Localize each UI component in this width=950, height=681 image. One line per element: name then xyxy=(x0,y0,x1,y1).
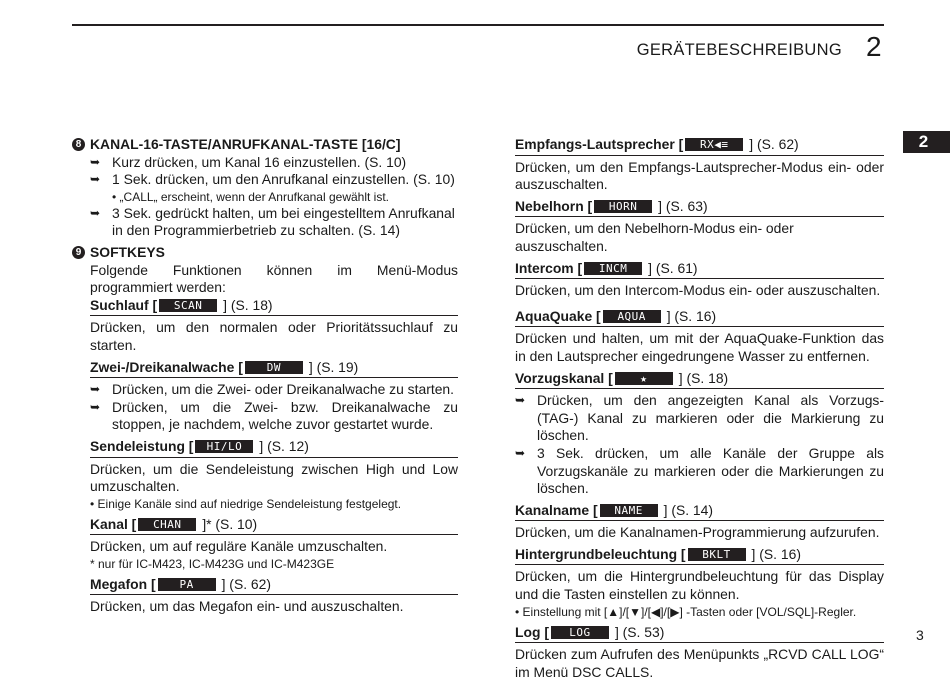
log-text: Drücken zum Aufrufen des Menüpunkts „RCVD CALL LOG“ im Menü DSC CALLS. xyxy=(515,646,884,680)
bklt-note: • Einstellung mit [▲]/[▼]/[◀]/[▶] -Tasten oder [VOL/SQL]-Regler. xyxy=(515,604,857,619)
chan-key: CHAN xyxy=(138,518,196,531)
list-item: ➥ Kurz drücken, um Kanal 16 einzustellen. (S. 10) xyxy=(90,153,407,170)
right-column xyxy=(515,136,884,681)
page-number: 3 xyxy=(916,627,924,643)
star-icon: ★ xyxy=(615,372,673,385)
fav-heading: Vorzugskanal [ ★ ] (S. 18) xyxy=(515,370,884,390)
list-item: ➥ Drücken, um die Zwei- bzw. Dreikanalwache zu stoppen, je nachdem, welche zuvor gestartet wurde. xyxy=(90,398,458,433)
left-column xyxy=(72,136,458,616)
section-9-intro: Folgende Funktionen können im Menü-Modus programmiert werden: xyxy=(90,261,458,296)
chapter-title: GERÄTEBESCHREIBUNG xyxy=(636,41,842,59)
dw-heading: Zwei-/Dreikanalwache [ DW ] (S. 19) xyxy=(90,359,458,379)
aqua-heading: AquaQuake [ AQUA ] (S. 16) xyxy=(515,308,884,328)
name-heading: Kanalname [ NAME ] (S. 14) xyxy=(515,502,884,522)
list-item: ➥ 1 Sek. drücken, um den Anrufkanal einzustellen. (S. 10) xyxy=(90,171,455,188)
incm-text: Drücken, um den Intercom-Modus ein- oder auszuschalten. xyxy=(515,282,881,299)
list-item: ➥ 3 Sek. gedrückt halten, um bei eingestelltem Anrufkanal in den Programmierbetrieb zu schalten. (S. 14) xyxy=(90,204,455,239)
chan-heading: Kanal [ CHAN ]* (S. 10) xyxy=(90,516,458,536)
note: • „CALL„ erscheint, wenn der Anrufkanal gewählt ist. xyxy=(112,189,390,204)
arrow-icon: ➥ xyxy=(515,393,526,408)
hilo-note: • Einige Kanäle sind auf niedrige Sendeleistung festgelegt. xyxy=(90,496,402,511)
chan-text: Drücken, um auf reguläre Kanäle umzuschalten. xyxy=(90,538,388,555)
list-item: ➥ Drücken, um den angezeigten Kanal als Vorzugs- (TAG-) Kanal zu markieren oder die Markierung zu löschen. xyxy=(515,392,884,444)
section-9-title: SOFTKEYS xyxy=(90,243,165,260)
aqua-key: AQUA xyxy=(603,310,661,323)
number-9-badge: 9 xyxy=(72,246,85,259)
list-item: ➥ 3 Sek. drücken, um alle Kanäle der Gruppe als Vorzugskanäle zu markieren oder die Markierungen zu löschen. xyxy=(515,444,884,497)
chapter-tab: 2 xyxy=(903,131,950,153)
arrow-icon: ➥ xyxy=(90,382,101,397)
hilo-key: HI/LO xyxy=(195,440,253,453)
chapter-number: 2 xyxy=(866,31,882,62)
incm-heading: Intercom [ INCM ] (S. 61) xyxy=(515,260,884,280)
arrow-icon: ➥ xyxy=(90,399,101,414)
aqua-text: Drücken und halten, um mit der AquaQuake-Funktion das in den Lautsprecher eingedrungene Wasser zu entfernen. xyxy=(515,330,884,364)
dw-key: DW xyxy=(245,361,303,374)
bklt-text: Drücken, um die Hintergrundbeleuchtung für das Display und die Tasten einstellen zu können. xyxy=(515,568,884,603)
rx-text: Drücken, um den Empfangs-Lautsprecher-Modus ein- oder auszuschalten. xyxy=(515,158,884,193)
rx-key: RX◀≡ xyxy=(685,138,743,151)
scan-text: Drücken, um den normalen oder Prioritätssuchlauf zu starten. xyxy=(90,319,458,353)
header-rule xyxy=(72,24,884,26)
hilo-text: Drücken, um die Sendeleistung zwischen High und Low umzuschalten. xyxy=(90,460,458,495)
pa-heading: Megafon [ PA ] (S. 62) xyxy=(90,576,458,596)
horn-key: HORN xyxy=(594,200,652,213)
number-8-badge: 8 xyxy=(72,138,85,151)
arrow-icon: ➥ xyxy=(90,154,101,169)
arrow-icon: ➥ xyxy=(515,445,526,460)
pa-key: PA xyxy=(158,578,216,591)
log-heading: Log [ LOG ] (S. 53) xyxy=(515,624,884,644)
incm-key: INCM xyxy=(584,262,642,275)
horn-heading: Nebelhorn [ HORN ] (S. 63) xyxy=(515,198,884,218)
scan-heading: Suchlauf [ SCAN ] (S. 18) xyxy=(90,297,458,317)
chan-note: * nur für IC-M423, IC-M423G und IC-M423GE xyxy=(90,556,335,571)
hilo-heading: Sendeleistung [ HI/LO ] (S. 12) xyxy=(90,438,458,458)
name-text: Drücken, um die Kanalnamen-Programmierung aufzurufen. xyxy=(515,524,880,541)
name-key: NAME xyxy=(600,504,658,517)
section-8-heading xyxy=(72,136,458,154)
horn-text: Drücken, um den Nebelhorn-Modus ein- oder auszuschalten. xyxy=(515,220,794,254)
rx-heading: Empfangs-Lautsprecher [ RX◀≡ ] (S. 62) xyxy=(515,136,884,156)
section-9-heading xyxy=(72,244,458,262)
bklt-heading: Hintergrundbeleuchtung [ BKLT ] (S. 16) xyxy=(515,546,884,566)
arrow-icon: ➥ xyxy=(90,205,101,220)
section-8-title: KANAL-16-TASTE/ANRUFKANAL-TASTE [16/C] xyxy=(90,136,401,152)
arrow-icon: ➥ xyxy=(90,172,101,187)
log-key: LOG xyxy=(551,626,609,639)
list-item: ➥ Drücken, um die Zwei- oder Dreikanalwache zu starten. xyxy=(90,381,455,398)
bklt-key: BKLT xyxy=(688,548,746,561)
pa-text: Drücken, um das Megafon ein- und auszuschalten. xyxy=(90,598,404,615)
scan-key: SCAN xyxy=(159,299,217,312)
